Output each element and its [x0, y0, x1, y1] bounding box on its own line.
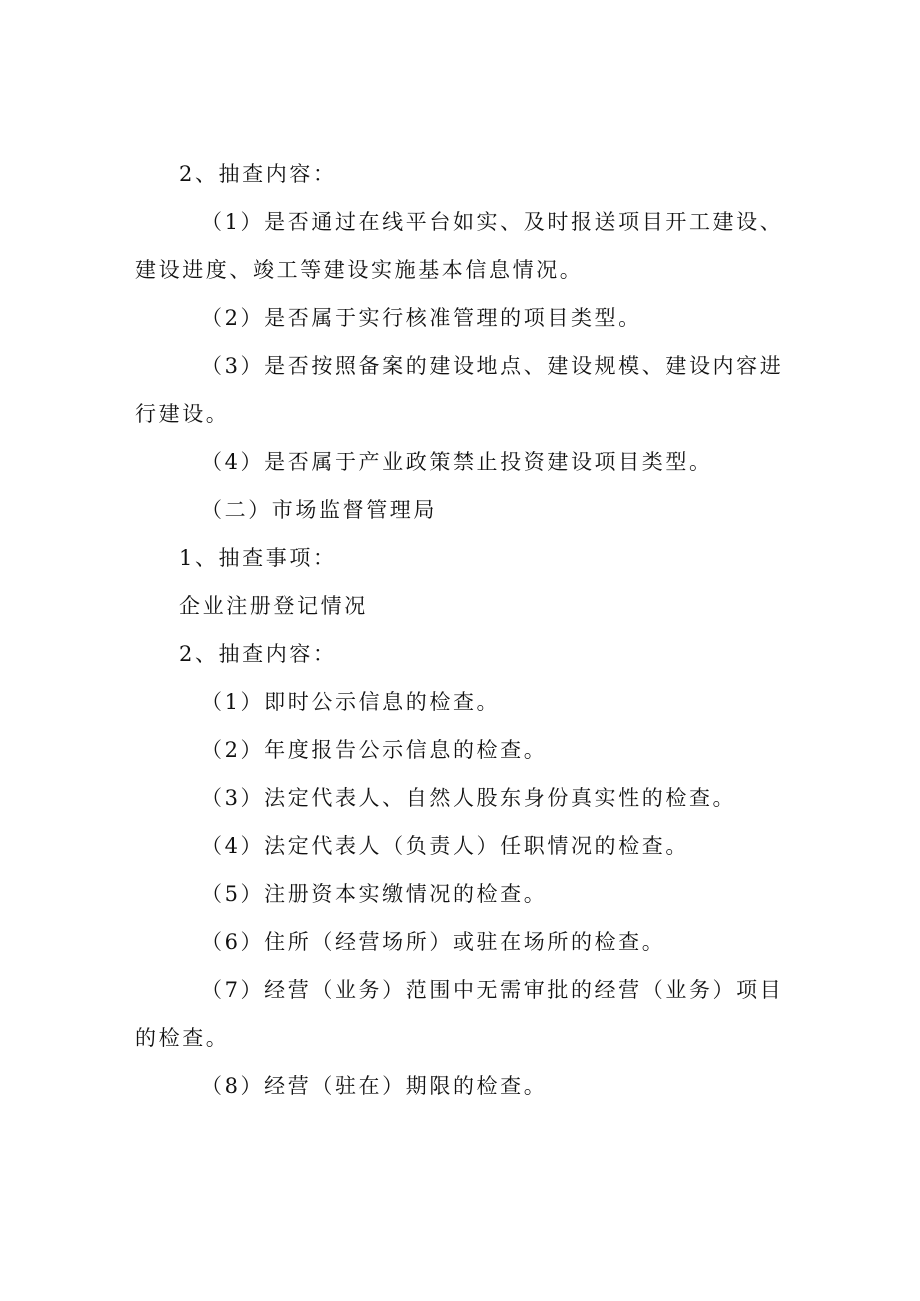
heading-check-items: 1、抽查事项： — [179, 546, 337, 570]
heading-check-content-2: 2、抽查内容： — [179, 642, 337, 666]
list-item-4: （4）是否属于产业政策禁止投资建设项目类型。 — [201, 450, 713, 474]
check-item-text: 企业注册登记情况 — [179, 594, 368, 618]
section-heading-market-supervision: （二）市场监督管理局 — [201, 498, 437, 522]
content-item-1: （1）即时公示信息的检查。 — [201, 690, 501, 714]
heading-check-content: 2、抽查内容： — [179, 162, 337, 186]
content-item-2: （2）年度报告公示信息的检查。 — [201, 738, 548, 762]
content-item-5: （5）注册资本实缴情况的检查。 — [201, 882, 548, 906]
content-item-4: （4）法定代表人（负责人）任职情况的检查。 — [201, 834, 689, 858]
content-item-3: （3）法定代表人、自然人股东身份真实性的检查。 — [201, 786, 737, 810]
document-body — [135, 150, 790, 1110]
list-item-3: （3）是否按照备案的建设地点、建设规模、建设内容进行建设。 — [135, 354, 784, 426]
content-item-6: （6）住所（经营场所）或驻在场所的检查。 — [201, 930, 666, 954]
list-item-2: （2）是否属于实行核准管理的项目类型。 — [201, 306, 642, 330]
content-item-8: （8）经营（驻在）期限的检查。 — [201, 1074, 548, 1098]
content-item-7: （7）经营（业务）范围中无需审批的经营（业务）项目的检查。 — [135, 978, 784, 1050]
list-item-1: （1）是否通过在线平台如实、及时报送项目开工建设、建设进度、竣工等建设实施基本信息情况。 — [135, 210, 784, 282]
